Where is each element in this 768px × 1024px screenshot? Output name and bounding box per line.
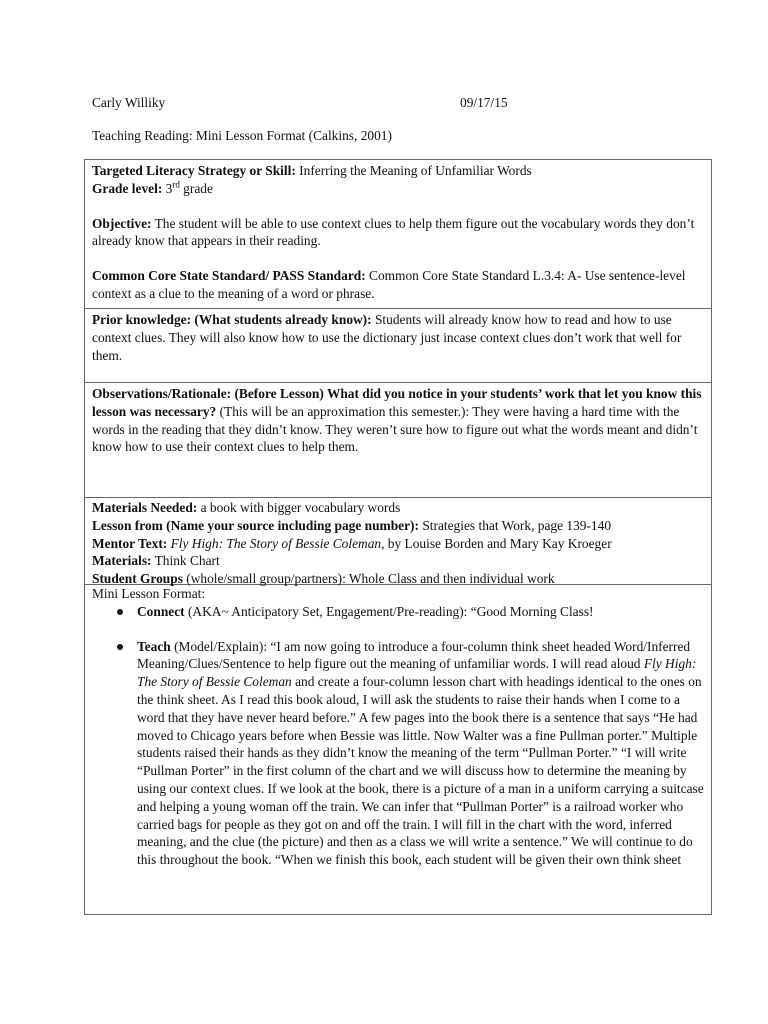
header-line xyxy=(92,94,692,112)
objective-label: Objective: xyxy=(92,215,152,231)
lesson-plan-table xyxy=(84,159,712,915)
lesson-date: 09/17/15 xyxy=(460,95,508,110)
grade-line xyxy=(92,180,704,198)
strategy-line xyxy=(92,162,704,180)
author-name: Carly Williky xyxy=(92,95,166,110)
observations-paragraph xyxy=(92,385,704,456)
prior-knowledge-section xyxy=(85,309,711,383)
grade-number: 3 xyxy=(162,180,173,196)
materials-section xyxy=(85,498,711,585)
standard-label: Common Core State Standard/ PASS Standard: xyxy=(92,268,366,284)
mentor-text-authors: , by Louise Borden and Mary Kay Kroeger xyxy=(381,535,612,551)
standard-text: Common Core State Standard L.3.4: A- Use sentence-level context as a clue to the meaning of a word or phrase. xyxy=(92,268,686,301)
connect-label: Connect xyxy=(137,603,185,619)
targeted-strategy-section xyxy=(85,160,711,309)
observations-label: Observations/Rationale: (Before Lesson) What did you notice in your students’ work that let you know this lesson was necessary? xyxy=(92,386,702,419)
strategy-label: Targeted Literacy Strategy or Skill: xyxy=(92,163,296,178)
mini-lesson-heading: Mini Lesson Format: xyxy=(92,586,206,601)
mentor-text-line xyxy=(92,535,704,553)
mini-lesson-steps xyxy=(92,603,704,869)
strategy-value: Inferring the Meaning of Unfamiliar Words xyxy=(295,163,532,178)
objective-text: The student will be able to use context clues to help them figure out the vocabulary words they don’t already know that appears in their reading. xyxy=(92,215,695,249)
observations-section xyxy=(85,383,711,498)
prior-knowledge-text: Students will already know how to read and how to use context clues. They will also know how to use the dictionary just incase context clues don’t work that well for them. xyxy=(92,312,682,363)
mentor-text-title: Fly High: The Story of Bessie Coleman xyxy=(167,535,382,551)
materials-label: Materials: xyxy=(92,553,152,569)
connect-text: (AKA~ Anticipatory Set, Engagement/Pre-reading): “Good Morning Class! xyxy=(184,603,594,619)
mentor-text-label: Mentor Text: xyxy=(92,535,168,551)
student-groups-label: Student Groups xyxy=(92,571,183,587)
prior-knowledge-label: Prior knowledge: (What students already know): xyxy=(92,312,372,327)
objective-paragraph xyxy=(92,215,704,251)
materials-needed-label: Materials Needed: xyxy=(92,500,198,515)
bullet-icon xyxy=(117,644,123,650)
document-title: Teaching Reading: Mini Lesson Format (Calkins, 2001) xyxy=(92,128,392,143)
materials-needed-value: a book with bigger vocabulary words xyxy=(197,500,401,515)
teach-text-part-1: (Model/Explain): “I am now going to introduce a four-column think sheet headed Word/Inferred Meaning/Clues/Sentence to help figure out the meaning of unfamiliar words. I will read aloud xyxy=(137,638,691,672)
materials-line xyxy=(92,552,704,570)
materials-needed-line xyxy=(92,499,704,517)
teach-book-title: Fly High: The Story of Bessie Coleman xyxy=(137,656,697,690)
observations-text: (This will be an approximation this semester.): They were having a hard time with the words in the reading that they didn’t know. They weren’t sure how to figure out what the words meant and didn’t know how to use their context clues to help them. xyxy=(92,403,698,455)
teach-text-part-2: and create a four-column lesson chart with headings identical to the ones on the think sheet. As I read this book aloud, I will ask the students to raise their hands when I come to a word that they have never heard before.” A few pages into the book there is a sentence that says “He had moved to Chicago years before when Bessie was little. Now Walter was a fine Pullman porter.” Multiple students raised their hands as they didn’t know the meaning of the term “Pullman Porter.” “I will write “Pullman Porter” in the first column of the chart and we will discuss how to determine the meaning by using our context clues. If we look at the book, there is a picture of a man in a uniform carrying a suitcase and helping a young woman off the train. We can infer that “Pullman Porter” is a railroad worker who carried bags for people as they got on and off the train. I will fill in the chart with the word, inferred meaning, and the clue (the picture) and then as a class we will write a sentence.” We will continue to do this throughout the book. “When we finish this book, each student will be given their own think sheet xyxy=(137,674,704,868)
mini-lesson-section xyxy=(85,585,711,869)
student-groups-value: (whole/small group/partners): Whole Class and then individual work xyxy=(182,571,555,587)
lesson-source-label: Lesson from (Name your source including page number): xyxy=(92,517,419,533)
standard-paragraph xyxy=(92,267,704,303)
grade-label: Grade level: xyxy=(92,180,163,196)
lesson-source-value: Strategies that Work, page 139-140 xyxy=(418,517,612,533)
prior-knowledge-paragraph xyxy=(92,311,704,364)
teach-step xyxy=(92,638,704,869)
grade-word: grade xyxy=(179,180,213,196)
bullet-icon xyxy=(117,609,123,615)
teach-label: Teach xyxy=(137,638,171,654)
connect-step xyxy=(92,603,704,621)
materials-value: Think Chart xyxy=(151,553,220,569)
grade-suffix: rd xyxy=(172,179,180,190)
lesson-source-line xyxy=(92,517,704,535)
